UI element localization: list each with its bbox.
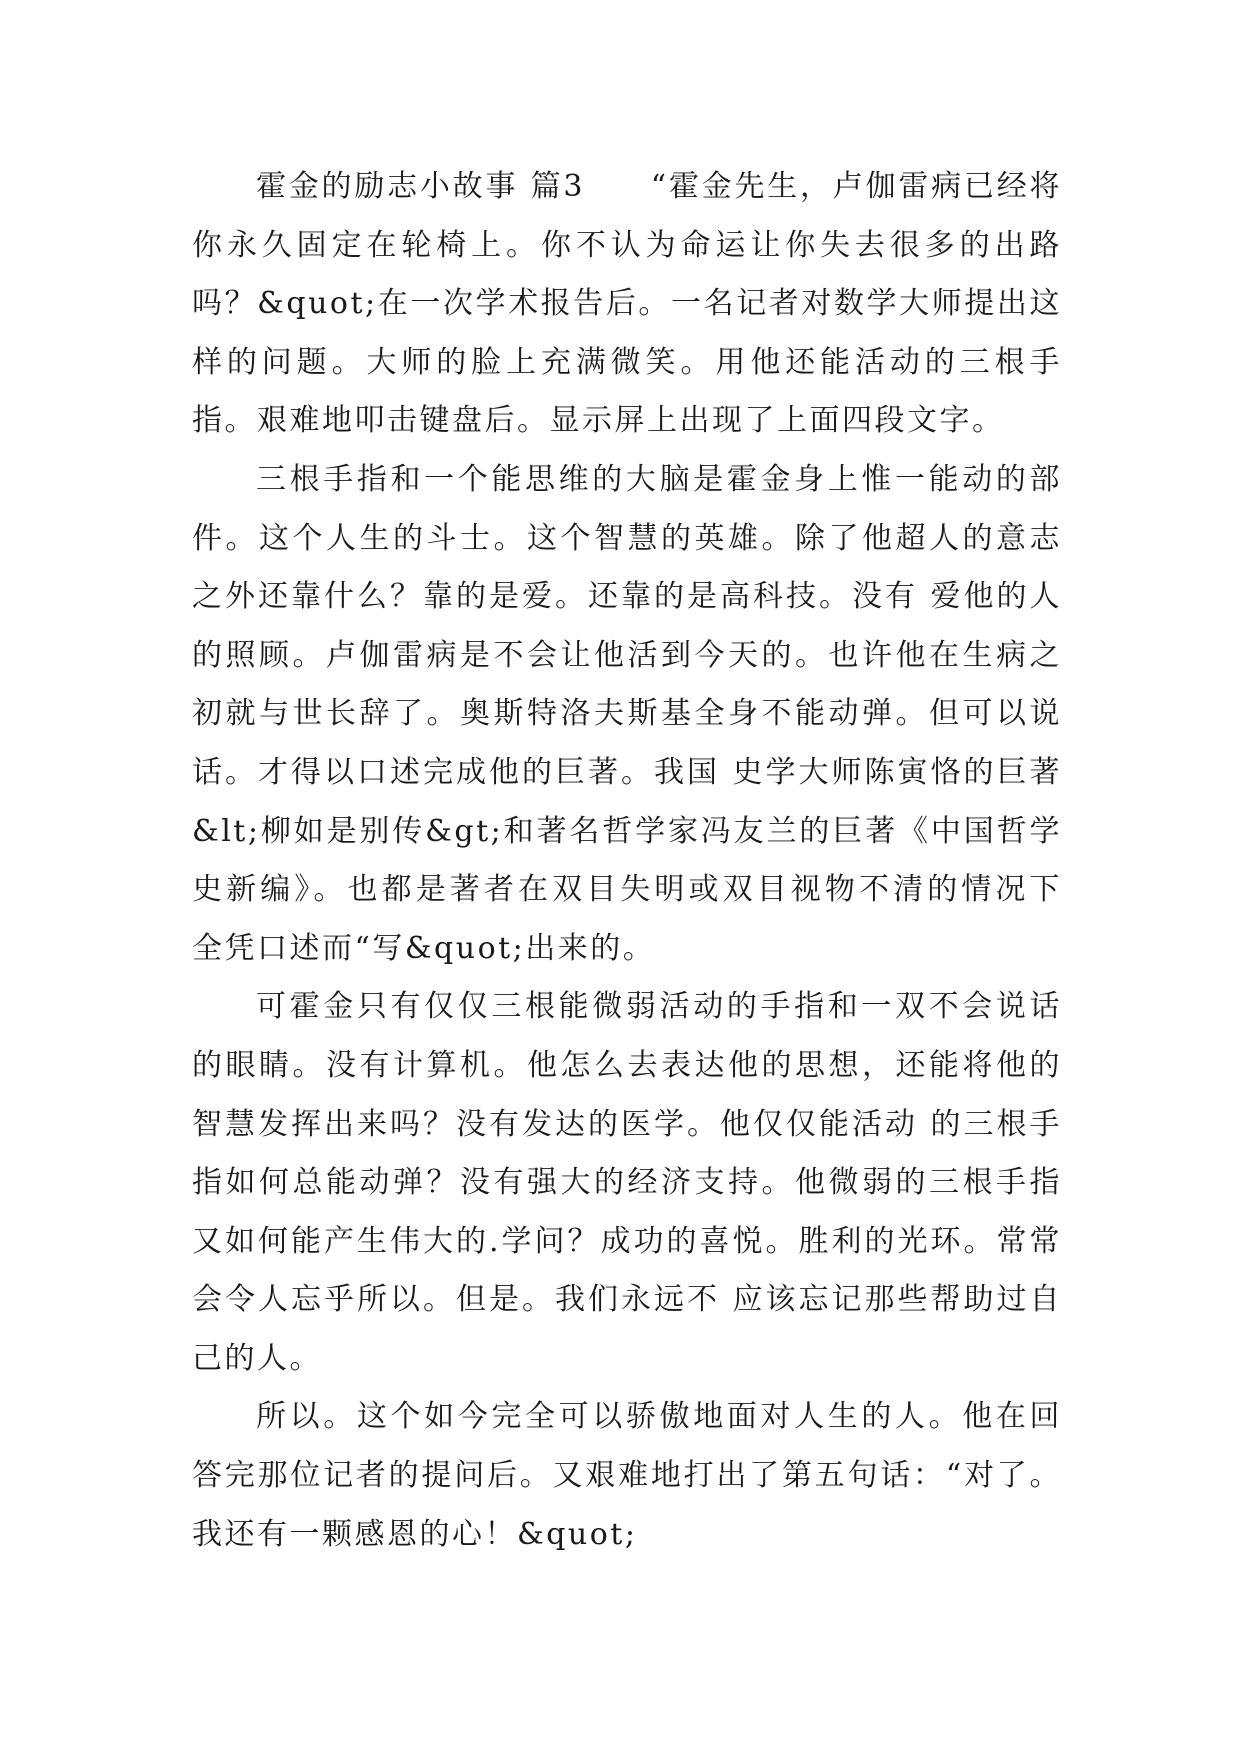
paragraph-4: 所以。这个如今完全可以骄傲地面对人生的人。他在回答完那位记者的提问后。又艰难地打出了第五句话：“对了。我还有一颗感恩的心！&quot; bbox=[192, 1399, 1062, 1552]
paragraph-1: 霍金的励志小故事 篇3 “霍金先生，卢伽雷病已经将你永久固定在轮椅上。你不认为命运让你失去很多的出路吗？&quot;在一次学术报告后。一名记者对数学大师提出这样的问题。大师的脸上充满微笑。用他还能活动的三根手指。艰难地叩击键盘后。显示屏上出现了上面四段文字。 bbox=[192, 169, 1062, 439]
article-body bbox=[192, 158, 1062, 1564]
paragraph-3: 可霍金只有仅仅三根能微弱活动的手指和一双不会说话的眼睛。没有计算机。他怎么去表达他的思想，还能将他的智慧发挥出来吗？没有发达的医学。他仅仅能活动 的三根手指如何总能动弹？没有强大的经济支持。他微弱的三根手指又如何能产生伟大的.学问？成功的喜悦。胜利的光环。常常会令人忘乎所以。但是。我们永远不 应该忘记那些帮助过自己的人。 bbox=[192, 989, 1062, 1376]
paragraph-2: 三根手指和一个能思维的大脑是霍金身上惟一能动的部件。这个人生的斗士。这个智慧的英雄。除了他超人的意志之外还靠什么？靠的是爱。还靠的是高科技。没有 爱他的人的照顾。卢伽雷病是不会让他活到今天的。也许他在生病之初就与世长辞了。奥斯特洛夫斯基全身不能动弹。但可以说话。才得以口述完成他的巨著。我国 史学大师陈寅恪的巨著&lt;柳如是别传&gt;和著名哲学家冯友兰的巨著《中国哲学史新编》。也都是著者在双目失明或双目视物不清的情况下 全凭口述而“写&quot;出来的。 bbox=[192, 461, 1062, 966]
